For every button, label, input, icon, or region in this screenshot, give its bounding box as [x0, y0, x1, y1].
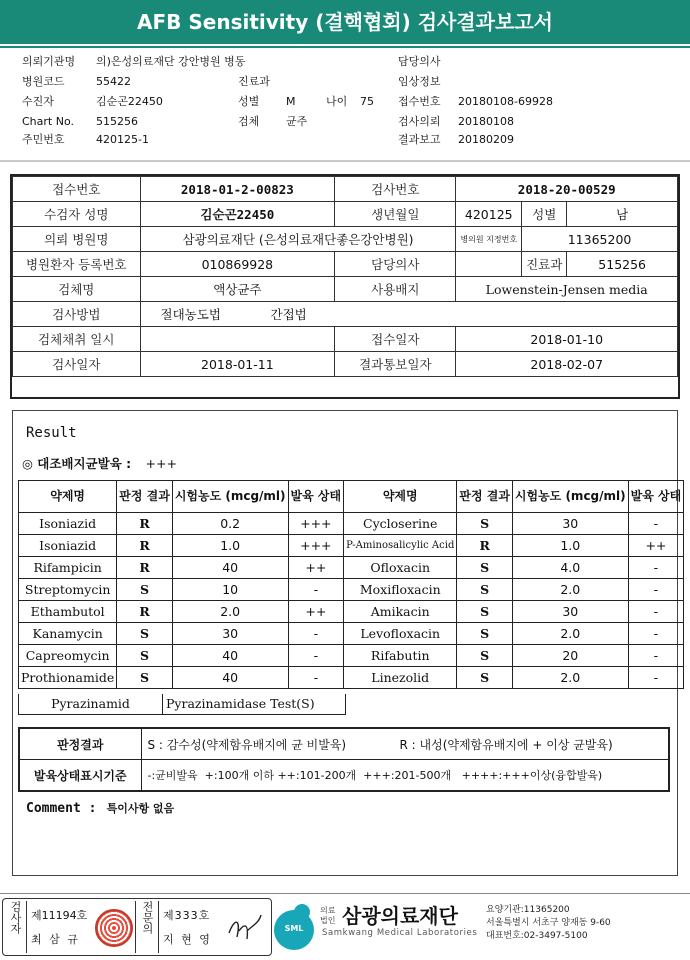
- drug-name: Streptomycin: [19, 579, 117, 601]
- org-name: 삼광의료재단: [342, 904, 458, 928]
- sml-logo: [274, 904, 318, 948]
- patient-label: 수검자 성명: [13, 202, 141, 227]
- drug-row: [19, 667, 684, 689]
- drug-table: [18, 480, 684, 689]
- header-value: 20180108-69928: [458, 95, 553, 108]
- judge-result: R: [117, 535, 173, 557]
- growth-status: -: [288, 623, 344, 645]
- judge-legend: [141, 728, 669, 760]
- reception-no-label: 접수번호: [13, 177, 141, 202]
- seal-stamp: [95, 909, 133, 947]
- drug-name: Levofloxacin: [344, 623, 457, 645]
- method-2: 간접법: [270, 307, 307, 322]
- doctor-signature: [225, 911, 265, 945]
- doctor-cert-label: 전문의: [135, 901, 159, 953]
- org-phone: 대표번호:02-3497-5100: [486, 931, 588, 941]
- drug-name: Capreomycin: [19, 645, 117, 667]
- received-value: 2018-01-10: [456, 327, 678, 352]
- col-drug: 약제명: [344, 481, 457, 513]
- header-label: 수진자: [22, 95, 54, 108]
- birth-label: 생년월일: [335, 202, 456, 227]
- drug-name: P-Aminosalicylic Acid: [344, 535, 457, 557]
- header-value: 20180209: [458, 133, 514, 146]
- header-value: 420125-1: [96, 133, 149, 146]
- control-label: ◎ 대조배지균발육 :: [22, 456, 132, 471]
- method-values: [140, 302, 677, 327]
- judge-result: R: [117, 557, 173, 579]
- judge-result: S: [457, 557, 513, 579]
- tester-label: 검사자: [7, 901, 27, 953]
- growth-status: -: [288, 667, 344, 689]
- growth-status: -: [628, 645, 684, 667]
- judge-legend-label: 판정결과: [19, 728, 141, 760]
- specimen-name-label: 검체명: [13, 277, 141, 302]
- header-value: 515256: [96, 115, 138, 128]
- doctor-label: 담당의사: [335, 252, 456, 277]
- judge-result: S: [457, 579, 513, 601]
- notify-value: 2018-02-07: [456, 352, 678, 377]
- drug-name: Ofloxacin: [344, 557, 457, 579]
- org-prefix-2: 법인: [320, 916, 336, 925]
- header-value: 의)은성의료재단 강안병원 병동: [96, 55, 246, 68]
- reg-label: 병원환자 등록번호: [13, 252, 141, 277]
- legend-table: [18, 727, 670, 792]
- doctor-no: 제333호: [163, 909, 211, 922]
- test-conc: 2.0: [172, 601, 288, 623]
- col-judge: 판정 결과: [457, 481, 513, 513]
- drug-name: Cycloserine: [344, 513, 457, 535]
- divider: [0, 160, 690, 162]
- age-label: 나이: [326, 95, 348, 108]
- judge-result: S: [457, 601, 513, 623]
- test-conc: 40: [172, 645, 288, 667]
- clinic-label: 진료과: [238, 75, 270, 88]
- method-1: 절대농도법: [160, 307, 221, 322]
- header-label: 주민번호: [22, 133, 65, 146]
- header-label: 검사의뢰: [398, 115, 441, 128]
- drug-row: [19, 557, 684, 579]
- comment-value: 특이사항 없음: [106, 802, 175, 815]
- collect-value: [140, 327, 335, 352]
- header-label: 접수번호: [398, 95, 441, 108]
- specimen-label: 검체: [238, 115, 260, 128]
- growth-status: -: [628, 513, 684, 535]
- test-conc: 30: [172, 623, 288, 645]
- header-label: 결과보고: [398, 133, 441, 146]
- judge-result: R: [457, 535, 513, 557]
- growth-status: -: [628, 601, 684, 623]
- judge-result: S: [117, 579, 173, 601]
- drug-name: Rifampicin: [19, 557, 117, 579]
- test-conc: 2.0: [512, 667, 628, 689]
- test-conc: 1.0: [172, 535, 288, 557]
- specimen-name-value: 액상균주: [140, 277, 335, 302]
- drug-name: Kanamycin: [19, 623, 117, 645]
- growth-legend-label: 발육상태표시기준: [19, 760, 141, 792]
- header-label: Chart No.: [22, 115, 74, 128]
- test-conc: 40: [172, 667, 288, 689]
- col-conc: 시험농도 (mcg/ml): [172, 481, 288, 513]
- sex-value: 남: [567, 202, 678, 227]
- dept-value: 515256: [567, 252, 678, 277]
- org-prefix: [320, 906, 335, 926]
- sex-label: 성별: [522, 202, 567, 227]
- gender-value: M: [286, 95, 296, 108]
- drug-row: [19, 645, 684, 667]
- growth-status: -: [628, 557, 684, 579]
- judge-result: R: [117, 601, 173, 623]
- pza-name: Pyrazinamid: [19, 694, 163, 714]
- drug-row: [19, 579, 684, 601]
- pza-value: Pyrazinamidase Test(S): [166, 696, 315, 711]
- drug-row: [19, 513, 684, 535]
- test-conc: 30: [512, 513, 628, 535]
- patient-name: 김순곤22450: [140, 202, 335, 227]
- drug-row: [19, 623, 684, 645]
- hospital-value: 삼광의료재단 (은성의료재단좋은강안병원): [140, 227, 456, 252]
- drug-name: Prothionamide: [19, 667, 117, 689]
- judge-result: S: [117, 645, 173, 667]
- growth-status: +++: [288, 513, 344, 535]
- col-growth: 발육 상태: [628, 481, 684, 513]
- test-conc: 40: [172, 557, 288, 579]
- growth-status: -: [288, 645, 344, 667]
- org-english: Samkwang Medical Laboratories: [322, 928, 478, 938]
- pza-row: [18, 694, 346, 715]
- header-label: 의뢰기관명: [22, 55, 76, 68]
- judge-result: S: [117, 667, 173, 689]
- judge-result: S: [117, 623, 173, 645]
- doctor-name: 지 현 영: [163, 933, 212, 946]
- report-title: AFB Sensitivity (결핵협회) 검사결과보고서: [0, 0, 690, 44]
- age-value: 75: [360, 95, 374, 108]
- medium-label: 사용배지: [335, 277, 456, 302]
- footer: [0, 893, 690, 960]
- reception-no: 2018-01-2-00823: [140, 177, 335, 202]
- growth-status: -: [628, 579, 684, 601]
- logo-text: SML: [284, 924, 304, 933]
- org-address: [486, 904, 611, 943]
- test-conc: 10: [172, 579, 288, 601]
- birth-value: 420125: [456, 202, 522, 227]
- drug-name: Moxifloxacin: [344, 579, 457, 601]
- test-conc: 20: [512, 645, 628, 667]
- comment-label: Comment :: [26, 801, 97, 816]
- collect-label: 검체채취 일시: [13, 327, 141, 352]
- dept-label: 진료과: [522, 252, 567, 277]
- test-conc: 2.0: [512, 579, 628, 601]
- specimen-value: 균주: [286, 115, 308, 128]
- test-conc: 0.2: [172, 513, 288, 535]
- org-code: 요양기관:11365200: [486, 905, 570, 915]
- header-value: 55422: [96, 75, 131, 88]
- drug-row: [19, 535, 684, 557]
- growth-legend: -:균비발육 +:100개 이하 ++:101-200개 +++:201-500개 ++++:+++이상(융합발육): [141, 760, 669, 792]
- control-growth: [22, 454, 177, 472]
- col-growth: 발육 상태: [288, 481, 344, 513]
- tested-value: 2018-01-11: [140, 352, 335, 377]
- growth-status: ++: [288, 601, 344, 623]
- reg-value: 010869928: [140, 252, 335, 277]
- received-label: 접수일자: [335, 327, 456, 352]
- hospital-label: 의뢰 병원명: [13, 227, 141, 252]
- tester-no: 제11194호: [31, 909, 88, 922]
- judge-result: S: [457, 667, 513, 689]
- test-conc: 30: [512, 601, 628, 623]
- header-value: 김순곤22450: [96, 95, 163, 108]
- control-value: +++: [145, 456, 177, 471]
- drug-name: Ethambutol: [19, 601, 117, 623]
- growth-status: -: [288, 579, 344, 601]
- test-no: 2018-20-00529: [456, 177, 678, 202]
- growth-status: -: [628, 667, 684, 689]
- header-label: 병원코드: [22, 75, 65, 88]
- patient-info-table: [12, 176, 678, 377]
- method-label: 검사방법: [13, 302, 141, 327]
- test-conc: 4.0: [512, 557, 628, 579]
- designated-value: 11365200: [522, 227, 678, 252]
- test-no-label: 검사번호: [335, 177, 456, 202]
- judge-r: R : 내성(약제함유배지에 + 이상 균발육): [399, 737, 613, 752]
- notify-label: 결과통보일자: [335, 352, 456, 377]
- drug-name: Linezolid: [344, 667, 457, 689]
- judge-result: S: [457, 513, 513, 535]
- growth-status: +++: [288, 535, 344, 557]
- tester-name: 최 삼 규: [31, 933, 80, 946]
- growth-status: -: [628, 623, 684, 645]
- header-value: 20180108: [458, 115, 514, 128]
- designated-label: 병의원 지정번호: [456, 227, 522, 252]
- org-prefix-1: 의료: [320, 906, 336, 915]
- col-judge: 판정 결과: [117, 481, 173, 513]
- result-heading: Result: [26, 425, 77, 441]
- drug-name: Isoniazid: [19, 535, 117, 557]
- growth-status: ++: [628, 535, 684, 557]
- signature-box: [2, 898, 272, 956]
- doctor-value: [456, 252, 522, 277]
- test-conc: 2.0: [512, 623, 628, 645]
- medium-value: Lowenstein-Jensen media: [456, 277, 678, 302]
- judge-result: S: [457, 623, 513, 645]
- growth-status: ++: [288, 557, 344, 579]
- drug-name: Amikacin: [344, 601, 457, 623]
- judge-result: R: [117, 513, 173, 535]
- drug-name: Rifabutin: [344, 645, 457, 667]
- header-label: 임상정보: [398, 75, 441, 88]
- judge-s: S : 감수성(약제함유배지에 균 비발육): [147, 737, 347, 752]
- header-label: 담당의사: [398, 55, 441, 68]
- col-conc: 시험농도 (mcg/ml): [512, 481, 628, 513]
- drug-name: Isoniazid: [19, 513, 117, 535]
- gender-label: 성별: [238, 95, 260, 108]
- drug-row: [19, 601, 684, 623]
- org-addr: 서울특별시 서초구 양재동 9-60: [486, 918, 611, 928]
- judge-result: S: [457, 645, 513, 667]
- comment: [26, 800, 174, 816]
- test-conc: 1.0: [512, 535, 628, 557]
- tested-label: 검사일자: [13, 352, 141, 377]
- col-drug: 약제명: [19, 481, 117, 513]
